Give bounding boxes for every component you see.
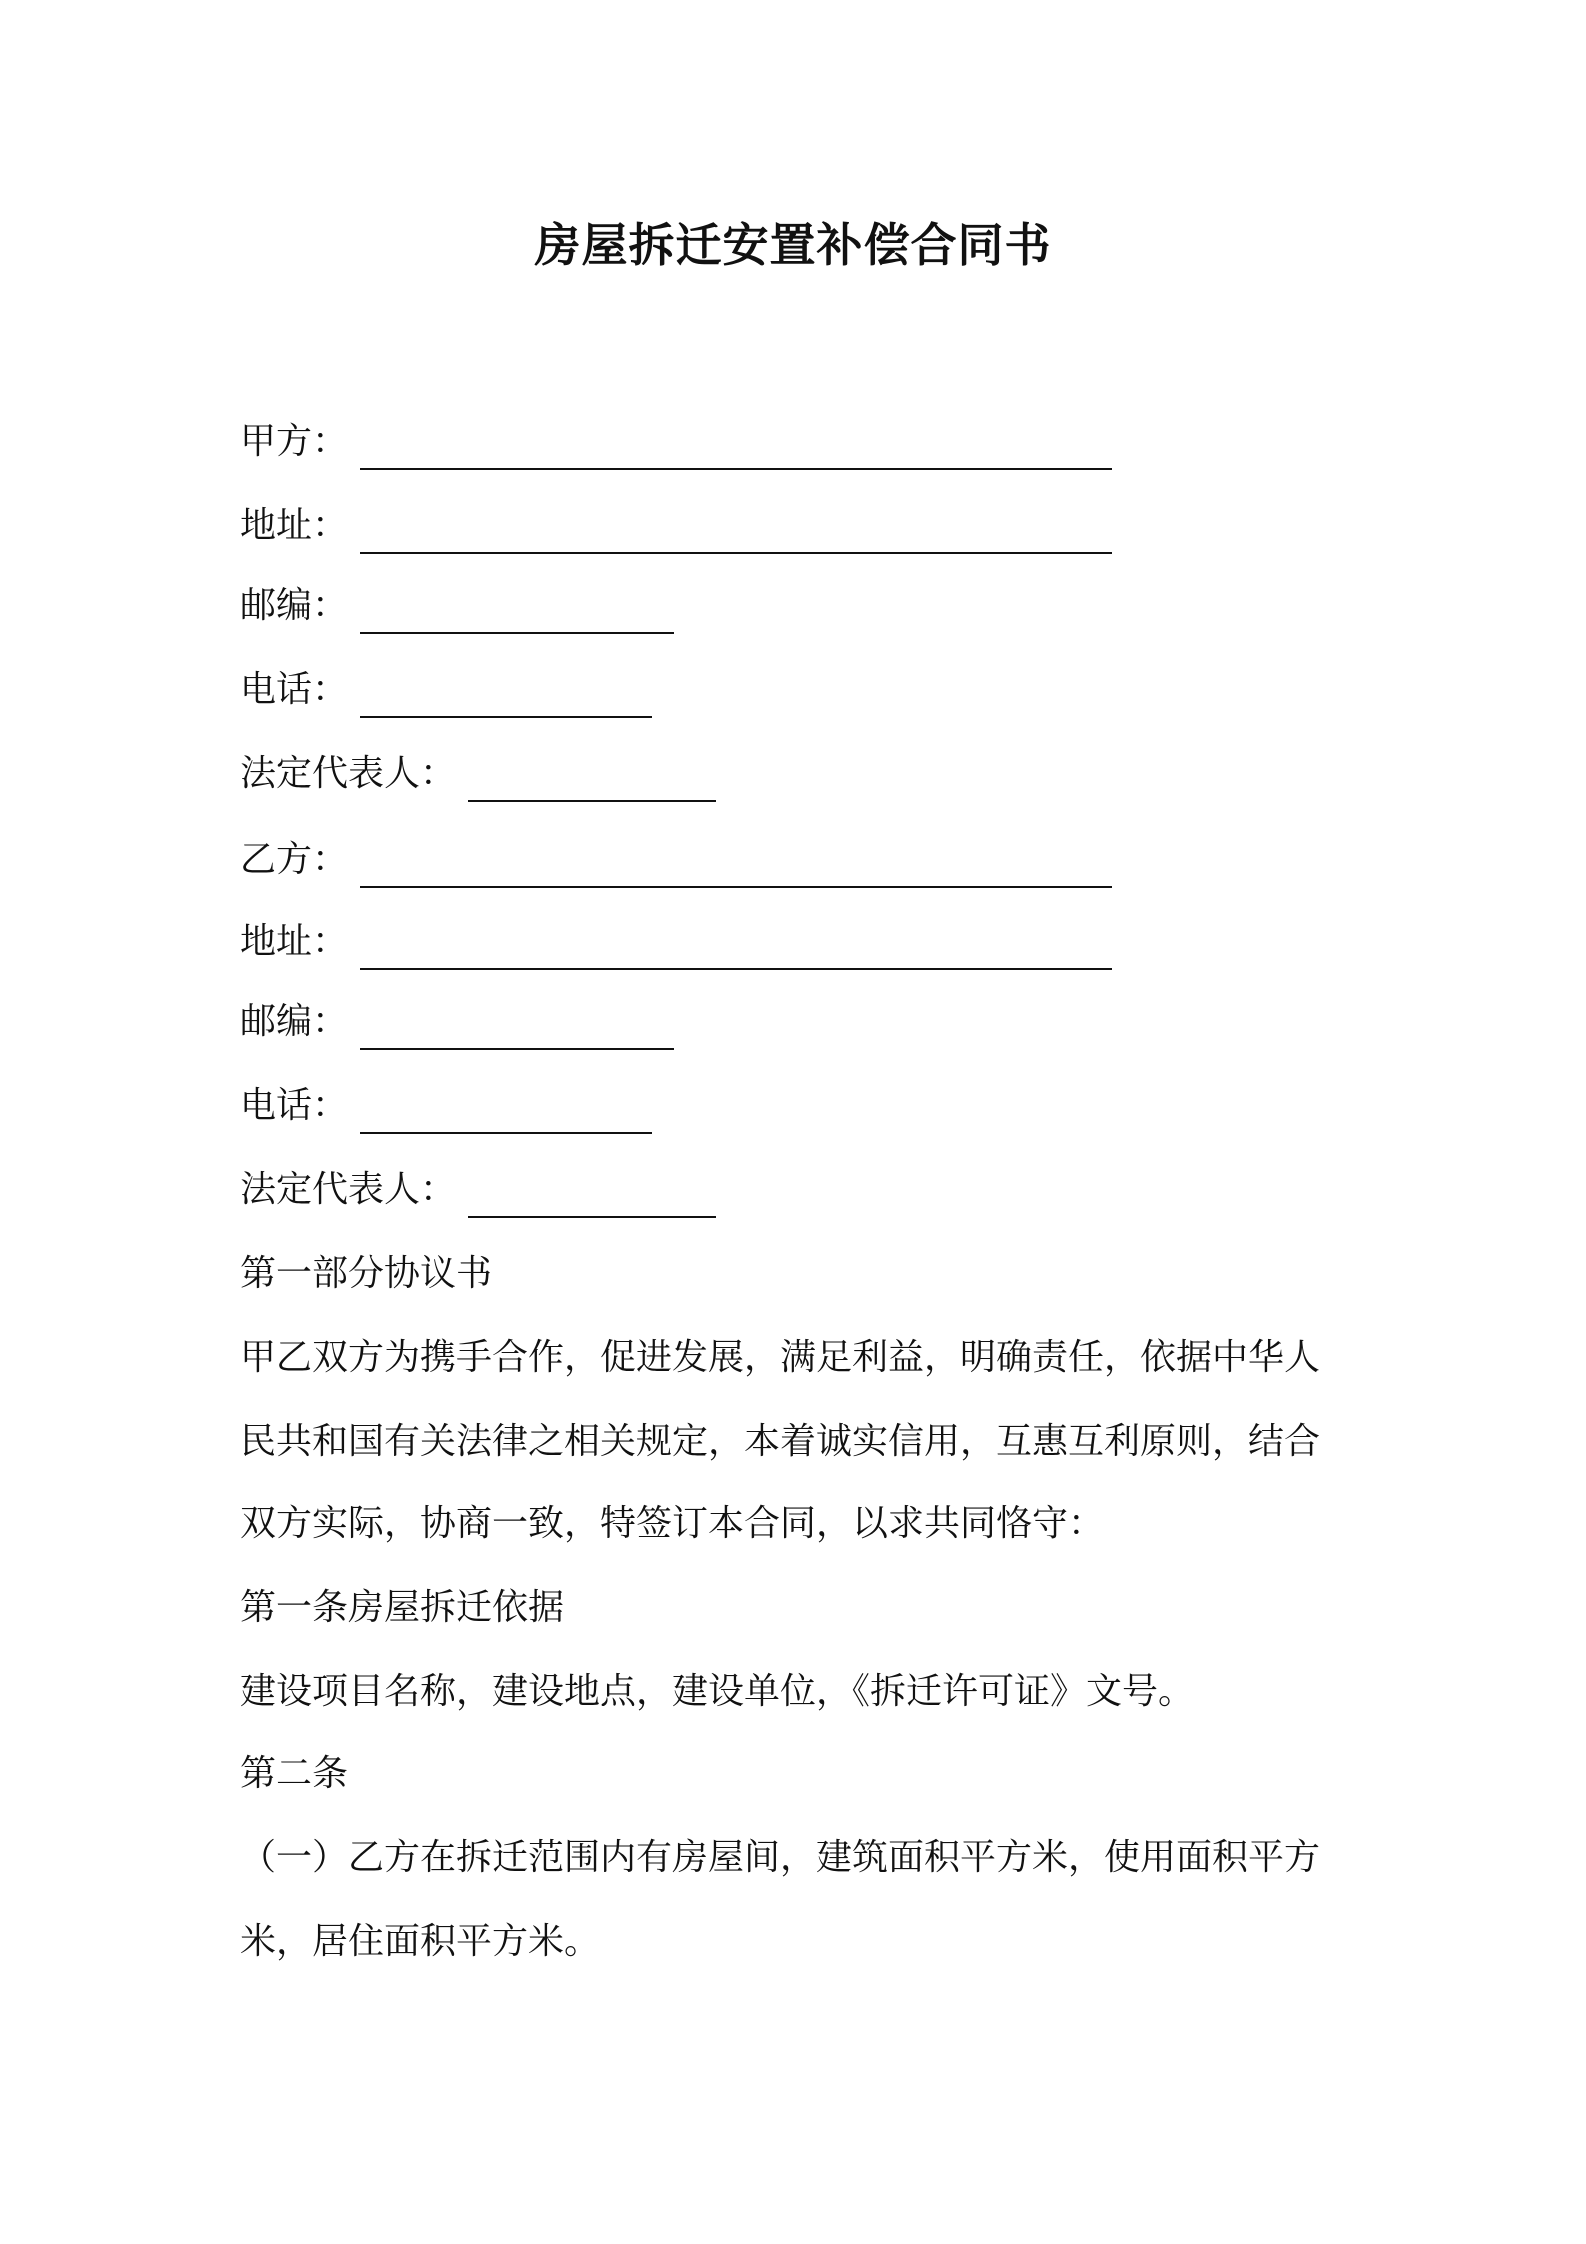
party-a-postcode-label: 邮编： xyxy=(240,585,349,626)
article1-heading: 第一条房屋拆迁依据 xyxy=(240,1587,565,1628)
party-a-name-label: 甲方： xyxy=(240,421,349,462)
intro-line: 甲乙双方为携手合作，促进发展，满足利益，明确责任，依据中华人 xyxy=(240,1337,1321,1378)
party-b-postcode-label: 邮编： xyxy=(240,1001,349,1042)
party-a-address-blank xyxy=(360,512,1112,554)
party-a-address-label: 地址： xyxy=(240,505,349,546)
party-b-address-blank xyxy=(360,928,1112,970)
party-a-rep-blank xyxy=(468,760,716,802)
party-a-address-field xyxy=(240,498,1112,554)
party-a-phone-label: 电话： xyxy=(240,669,349,710)
party-b-rep-field xyxy=(240,1162,716,1218)
article2-heading: 第二条 xyxy=(240,1753,349,1794)
party-b-name-label: 乙方： xyxy=(240,839,349,880)
party-b-rep-blank xyxy=(468,1176,716,1218)
party-b-phone-label: 电话： xyxy=(240,1085,349,1126)
party-b-phone-blank xyxy=(360,1092,652,1134)
party-a-postcode-field xyxy=(240,578,674,634)
document-title: 房屋拆迁安置补偿合同书 xyxy=(534,218,1052,272)
party-b-postcode-blank xyxy=(360,1008,674,1050)
party-b-address-field xyxy=(240,914,1112,970)
party-a-phone-field xyxy=(240,662,652,718)
party-b-postcode-field xyxy=(240,994,674,1050)
party-a-postcode-blank xyxy=(360,592,674,634)
party-b-rep-label: 法定代表人： xyxy=(240,1169,457,1210)
party-a-phone-blank xyxy=(360,676,652,718)
party-a-name-field xyxy=(240,414,1112,470)
article2-item1-line: （一）乙方在拆迁范围内有房屋间，建筑面积平方米，使用面积平方 xyxy=(240,1837,1321,1878)
intro-line: 双方实际，协商一致，特签订本合同，以求共同恪守： xyxy=(240,1503,1105,1544)
party-a-rep-label: 法定代表人： xyxy=(240,753,457,794)
article1-text: 建设项目名称，建设地点，建设单位，《拆迁许可证》文号。 xyxy=(240,1671,1195,1712)
part1-heading: 第一部分协议书 xyxy=(240,1253,493,1294)
party-b-name-field xyxy=(240,832,1112,888)
party-b-phone-field xyxy=(240,1078,652,1134)
party-a-name-blank xyxy=(360,428,1112,470)
article2-item1-line: 米，居住面积平方米。 xyxy=(240,1921,601,1962)
party-a-rep-field xyxy=(240,746,716,802)
intro-line: 民共和国有关法律之相关规定，本着诚实信用，互惠互利原则，结合 xyxy=(240,1421,1321,1462)
party-b-name-blank xyxy=(360,846,1112,888)
party-b-address-label: 地址： xyxy=(240,921,349,962)
